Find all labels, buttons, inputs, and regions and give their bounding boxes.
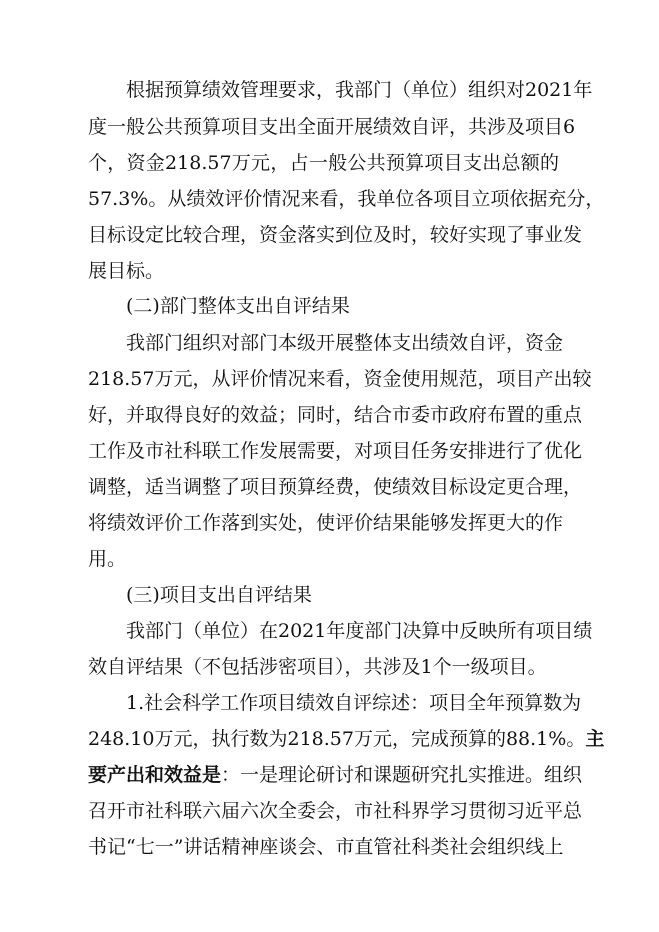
paragraph-line: 个，资金218.57万元，占一般公共预算项目支出总额的	[88, 152, 559, 174]
paragraph-text: 248.10万元，执行数为218.57万元，完成预算的88.1%。	[88, 728, 586, 750]
paragraph-line: 我部门组织对部门本级开展整体支出绩效自评，资金	[126, 332, 564, 354]
paragraph-line: 用。	[88, 548, 127, 570]
bold-text: 主	[585, 728, 605, 750]
paragraph-line: 度一般公共预算项目支出全面开展绩效自评，共涉及项目6	[88, 116, 576, 138]
paragraph-line: 目标设定比较合理，资金落实到位及时，较好实现了事业发	[88, 224, 583, 246]
paragraph-line: 218.57万元，从评价情况来看，资金使用规范，项目产出较	[88, 368, 592, 390]
paragraph-line: 根据预算绩效管理要求，我部门（单位）组织对2021年	[126, 79, 593, 101]
paragraph-line: 召开市社科联六届六次全委会，市社科界学习贯彻习近平总	[88, 800, 583, 822]
paragraph-line: 书记“七一”讲话精神座谈会、市直管社科类社会组织线上	[88, 836, 564, 858]
paragraph-text: ：一是理论研讨和课题研究扎实推进。组织	[221, 764, 583, 786]
paragraph-line: 调整，适当调整了项目预算经费，使绩效目标设定更合理，	[88, 476, 583, 498]
paragraph-line: 将绩效评价工作落到实处，使评价结果能够发挥更大的作	[88, 512, 564, 534]
paragraph-line: 好，并取得良好的效益；同时，结合市委市政府布置的重点	[88, 404, 583, 426]
paragraph-line	[88, 727, 605, 751]
section-heading: (三)项目支出自评结果	[126, 584, 312, 606]
paragraph-line: 我部门（单位）在2021年度部门决算中反映所有项目绩	[126, 620, 593, 642]
paragraph-line: 工作及市社科联工作发展需要，对项目任务安排进行了优化	[88, 440, 583, 462]
paragraph-line: 1.社会科学工作项目绩效自评综述：项目全年预算数为	[126, 692, 582, 714]
paragraph-line: 展目标。	[88, 260, 165, 282]
section-heading: (二)部门整体支出自评结果	[126, 295, 350, 317]
paragraph-line: 57.3%。从绩效评价情况来看，我单位各项目立项依据充分，	[88, 188, 605, 210]
bold-text: 要产出和效益是	[88, 764, 222, 786]
paragraph-line	[88, 763, 583, 787]
paragraph-line: 效自评结果（不包括涉密项目），共涉及1个一级项目。	[88, 656, 547, 678]
